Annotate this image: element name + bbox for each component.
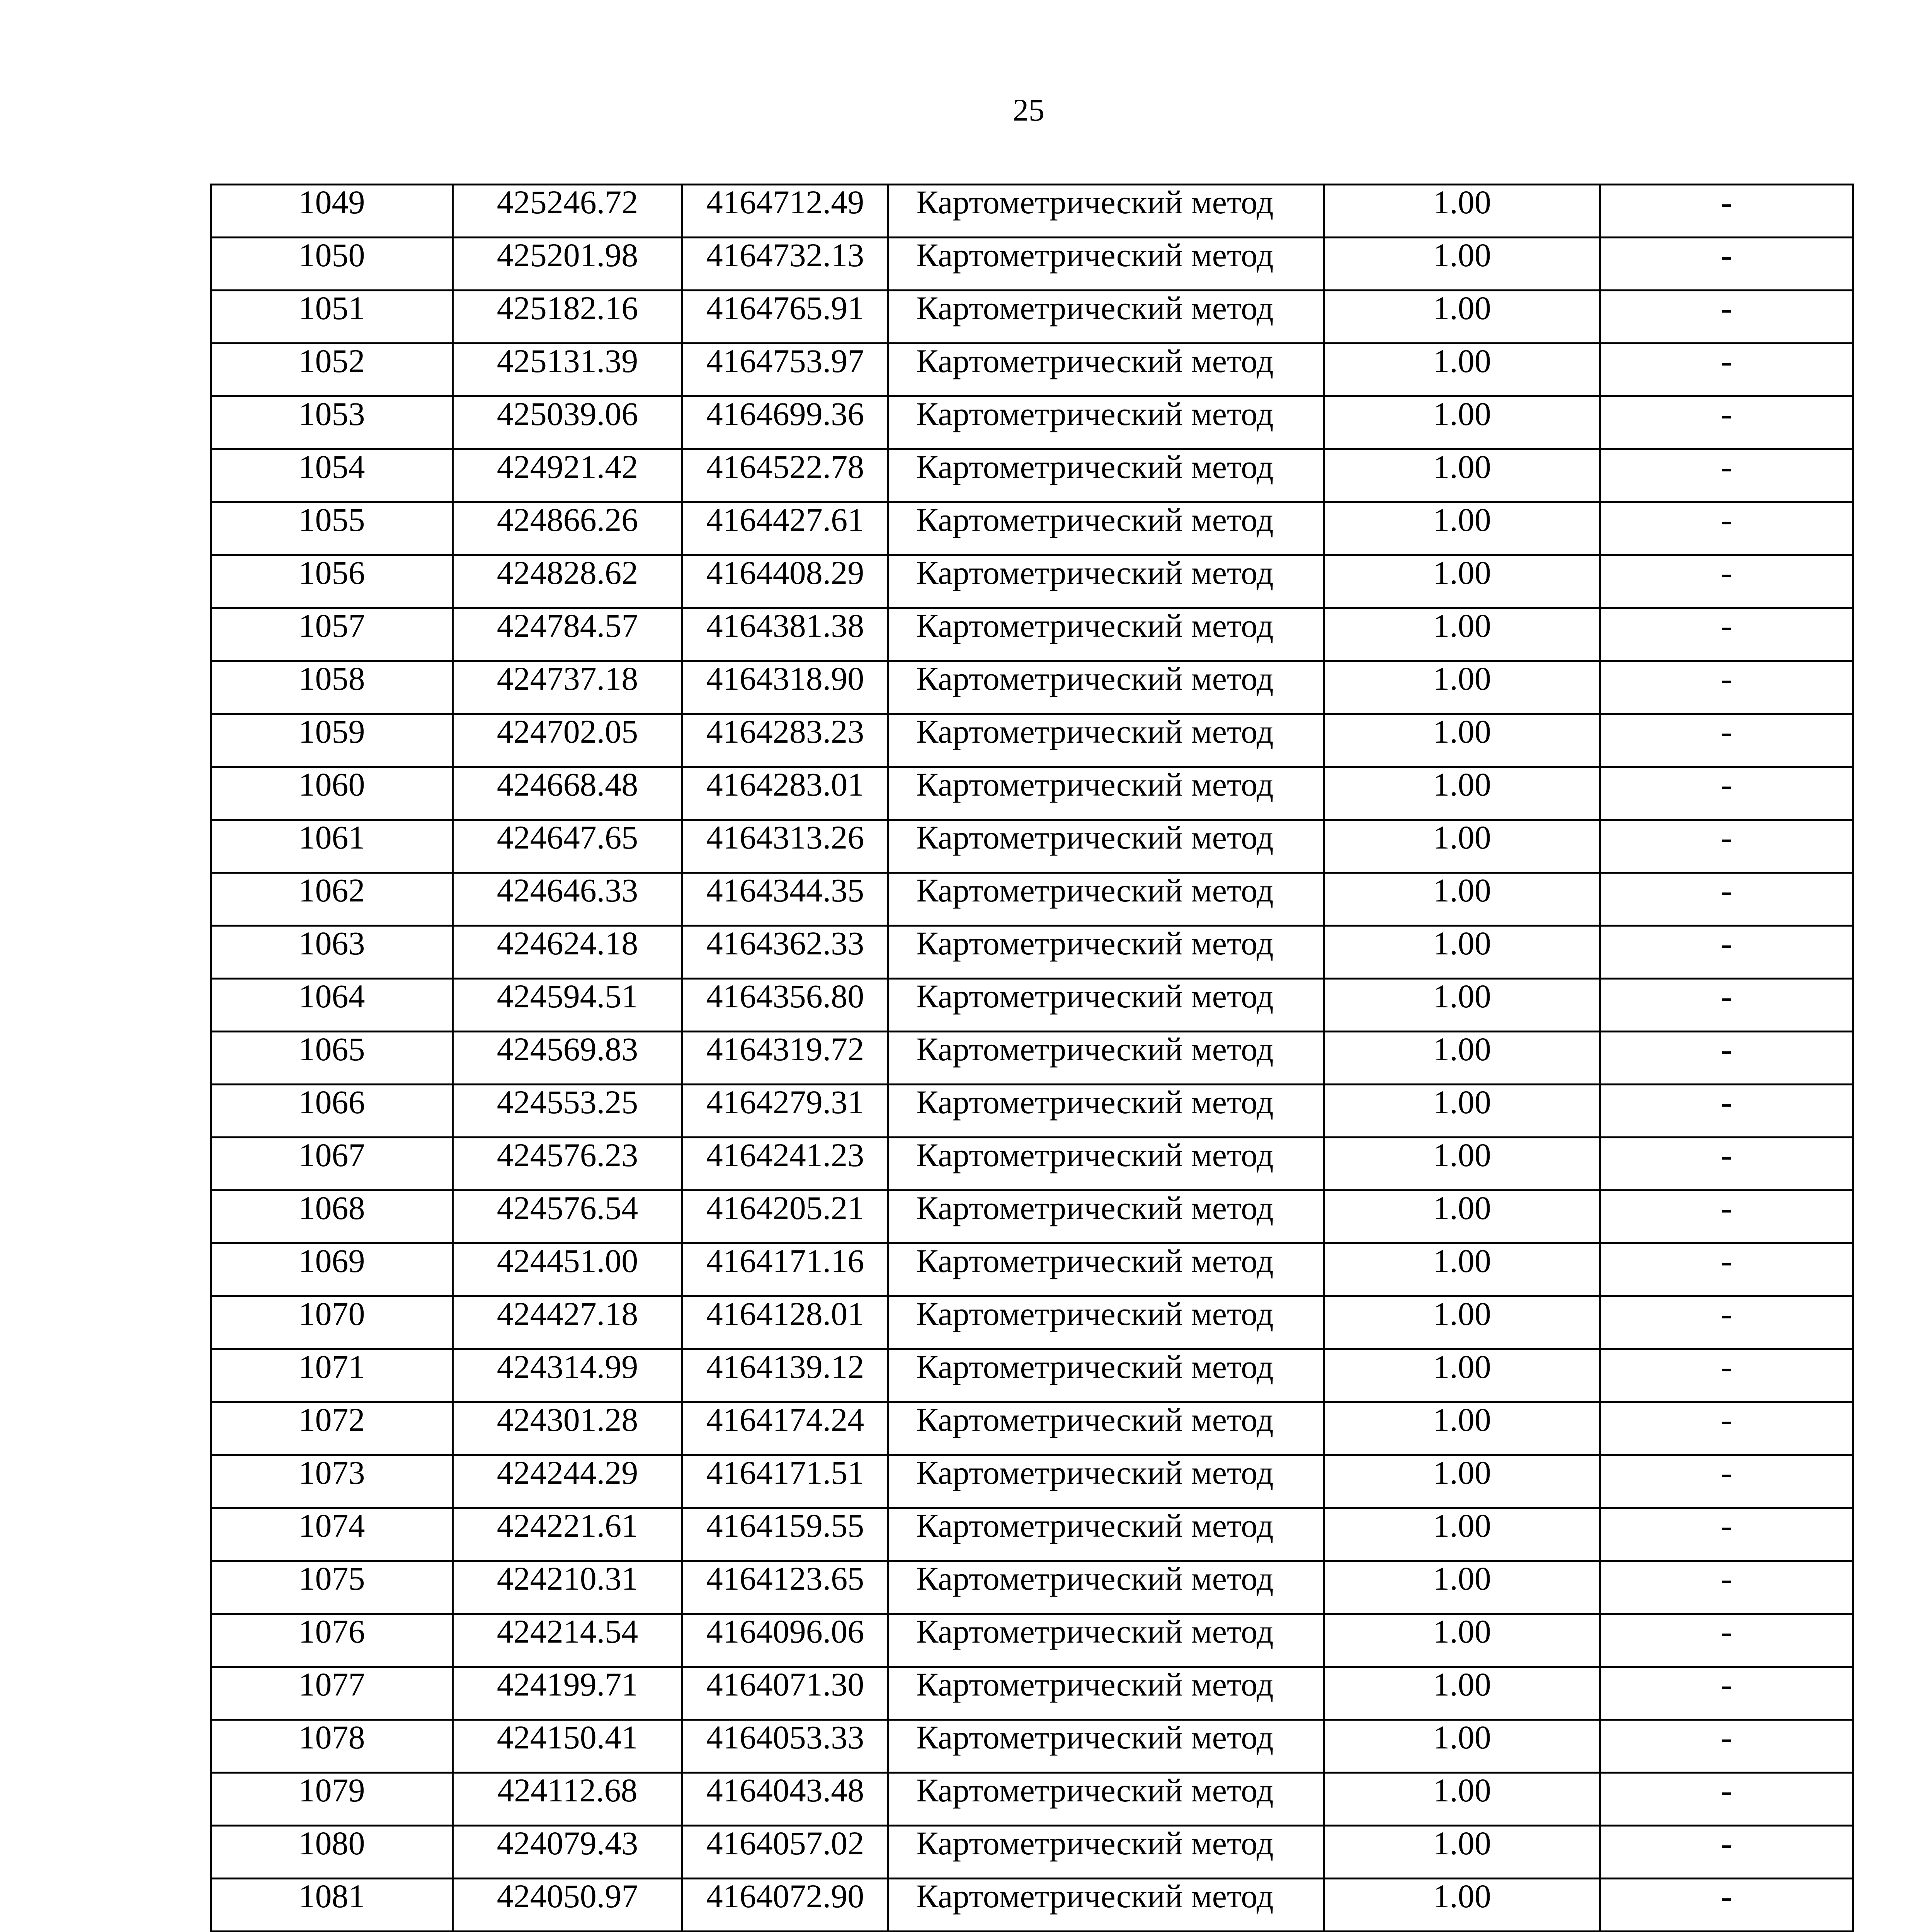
y-coordinate-cell: 4164344.35 <box>682 873 888 926</box>
method-cell: Картометрический метод <box>888 238 1324 291</box>
x-coordinate-cell: 424784.57 <box>453 608 682 661</box>
x-coordinate-cell: 424314.99 <box>453 1349 682 1402</box>
y-coordinate-cell: 4164171.51 <box>682 1455 888 1508</box>
coordinates-table-body <box>211 185 1853 1932</box>
accuracy-cell: 1.00 <box>1324 1296 1600 1349</box>
x-coordinate-cell: 425182.16 <box>453 291 682 344</box>
point-number-cell: 1057 <box>211 608 453 661</box>
table-row <box>211 1667 1853 1720</box>
accuracy-cell: 1.00 <box>1324 1508 1600 1561</box>
point-number-cell: 1068 <box>211 1190 453 1243</box>
accuracy-cell: 1.00 <box>1324 1190 1600 1243</box>
point-number-cell: 1064 <box>211 979 453 1032</box>
page-number: 25 <box>1013 92 1044 128</box>
point-number-cell: 1061 <box>211 820 453 873</box>
accuracy-cell: 1.00 <box>1324 1243 1600 1296</box>
x-coordinate-cell: 424427.18 <box>453 1296 682 1349</box>
point-number-cell: 1056 <box>211 555 453 608</box>
accuracy-cell: 1.00 <box>1324 502 1600 555</box>
y-coordinate-cell: 4164128.01 <box>682 1296 888 1349</box>
method-cell: Картометрический метод <box>888 1190 1324 1243</box>
y-coordinate-cell: 4164057.02 <box>682 1826 888 1879</box>
accuracy-cell: 1.00 <box>1324 238 1600 291</box>
point-number-cell: 1049 <box>211 185 453 238</box>
table-row <box>211 1455 1853 1508</box>
description-cell: - <box>1600 449 1853 502</box>
y-coordinate-cell: 4164319.72 <box>682 1032 888 1085</box>
x-coordinate-cell: 425246.72 <box>453 185 682 238</box>
y-coordinate-cell: 4164043.48 <box>682 1773 888 1826</box>
description-cell: - <box>1600 1402 1853 1455</box>
method-cell: Картометрический метод <box>888 1032 1324 1085</box>
description-cell: - <box>1600 820 1853 873</box>
x-coordinate-cell: 424553.25 <box>453 1085 682 1138</box>
point-number-cell: 1050 <box>211 238 453 291</box>
description-cell: - <box>1600 1720 1853 1773</box>
description-cell: - <box>1600 1455 1853 1508</box>
description-cell: - <box>1600 1561 1853 1614</box>
x-coordinate-cell: 424576.54 <box>453 1190 682 1243</box>
x-coordinate-cell: 424214.54 <box>453 1614 682 1667</box>
x-coordinate-cell: 424221.61 <box>453 1508 682 1561</box>
point-number-cell: 1077 <box>211 1667 453 1720</box>
description-cell: - <box>1600 873 1853 926</box>
point-number-cell: 1060 <box>211 767 453 820</box>
method-cell: Картометрический метод <box>888 344 1324 396</box>
accuracy-cell: 1.00 <box>1324 185 1600 238</box>
method-cell: Картометрический метод <box>888 1455 1324 1508</box>
y-coordinate-cell: 4164381.38 <box>682 608 888 661</box>
method-cell: Картометрический метод <box>888 979 1324 1032</box>
accuracy-cell: 1.00 <box>1324 1402 1600 1455</box>
accuracy-cell: 1.00 <box>1324 1773 1600 1826</box>
x-coordinate-cell: 424828.62 <box>453 555 682 608</box>
accuracy-cell: 1.00 <box>1324 344 1600 396</box>
point-number-cell: 1076 <box>211 1614 453 1667</box>
method-cell: Картометрический метод <box>888 449 1324 502</box>
description-cell: - <box>1600 1614 1853 1667</box>
point-number-cell: 1058 <box>211 661 453 714</box>
point-number-cell: 1052 <box>211 344 453 396</box>
method-cell: Картометрический метод <box>888 396 1324 449</box>
x-coordinate-cell: 424647.65 <box>453 820 682 873</box>
accuracy-cell: 1.00 <box>1324 767 1600 820</box>
accuracy-cell: 1.00 <box>1324 714 1600 767</box>
point-number-cell: 1065 <box>211 1032 453 1085</box>
table-row <box>211 1032 1853 1085</box>
point-number-cell: 1055 <box>211 502 453 555</box>
method-cell: Картометрический метод <box>888 608 1324 661</box>
x-coordinate-cell: 424199.71 <box>453 1667 682 1720</box>
table-row <box>211 1879 1853 1932</box>
method-cell: Картометрический метод <box>888 661 1324 714</box>
accuracy-cell: 1.00 <box>1324 396 1600 449</box>
description-cell: - <box>1600 1138 1853 1190</box>
description-cell: - <box>1600 926 1853 979</box>
point-number-cell: 1059 <box>211 714 453 767</box>
description-cell: - <box>1600 661 1853 714</box>
method-cell: Картометрический метод <box>888 1138 1324 1190</box>
y-coordinate-cell: 4164072.90 <box>682 1879 888 1932</box>
point-number-cell: 1067 <box>211 1138 453 1190</box>
accuracy-cell: 1.00 <box>1324 1720 1600 1773</box>
accuracy-cell: 1.00 <box>1324 873 1600 926</box>
x-coordinate-cell: 424737.18 <box>453 661 682 714</box>
point-number-cell: 1081 <box>211 1879 453 1932</box>
table-row <box>211 979 1853 1032</box>
x-coordinate-cell: 424921.42 <box>453 449 682 502</box>
method-cell: Картометрический метод <box>888 820 1324 873</box>
table-row <box>211 1190 1853 1243</box>
y-coordinate-cell: 4164313.26 <box>682 820 888 873</box>
y-coordinate-cell: 4164241.23 <box>682 1138 888 1190</box>
method-cell: Картометрический метод <box>888 1349 1324 1402</box>
description-cell: - <box>1600 608 1853 661</box>
x-coordinate-cell: 424594.51 <box>453 979 682 1032</box>
point-number-cell: 1078 <box>211 1720 453 1773</box>
method-cell: Картометрический метод <box>888 1614 1324 1667</box>
description-cell: - <box>1600 1243 1853 1296</box>
accuracy-cell: 1.00 <box>1324 820 1600 873</box>
description-cell: - <box>1600 1349 1853 1402</box>
table-row <box>211 1773 1853 1826</box>
y-coordinate-cell: 4164356.80 <box>682 979 888 1032</box>
x-coordinate-cell: 424244.29 <box>453 1455 682 1508</box>
y-coordinate-cell: 4164174.24 <box>682 1402 888 1455</box>
method-cell: Картометрический метод <box>888 502 1324 555</box>
method-cell: Картометрический метод <box>888 1561 1324 1614</box>
y-coordinate-cell: 4164283.23 <box>682 714 888 767</box>
x-coordinate-cell: 425131.39 <box>453 344 682 396</box>
table-row <box>211 238 1853 291</box>
table-row <box>211 185 1853 238</box>
accuracy-cell: 1.00 <box>1324 926 1600 979</box>
accuracy-cell: 1.00 <box>1324 1349 1600 1402</box>
method-cell: Картометрический метод <box>888 1826 1324 1879</box>
description-cell: - <box>1600 1085 1853 1138</box>
y-coordinate-cell: 4164159.55 <box>682 1508 888 1561</box>
table-row <box>211 1085 1853 1138</box>
accuracy-cell: 1.00 <box>1324 555 1600 608</box>
accuracy-cell: 1.00 <box>1324 1561 1600 1614</box>
point-number-cell: 1075 <box>211 1561 453 1614</box>
y-coordinate-cell: 4164205.21 <box>682 1190 888 1243</box>
accuracy-cell: 1.00 <box>1324 1138 1600 1190</box>
y-coordinate-cell: 4164753.97 <box>682 344 888 396</box>
point-number-cell: 1074 <box>211 1508 453 1561</box>
description-cell: - <box>1600 1296 1853 1349</box>
method-cell: Картометрический метод <box>888 767 1324 820</box>
x-coordinate-cell: 424866.26 <box>453 502 682 555</box>
y-coordinate-cell: 4164171.16 <box>682 1243 888 1296</box>
description-cell: - <box>1600 1879 1853 1932</box>
y-coordinate-cell: 4164123.65 <box>682 1561 888 1614</box>
point-number-cell: 1080 <box>211 1826 453 1879</box>
method-cell: Картометрический метод <box>888 291 1324 344</box>
x-coordinate-cell: 424301.28 <box>453 1402 682 1455</box>
description-cell: - <box>1600 396 1853 449</box>
method-cell: Картометрический метод <box>888 1296 1324 1349</box>
description-cell: - <box>1600 291 1853 344</box>
accuracy-cell: 1.00 <box>1324 449 1600 502</box>
description-cell: - <box>1600 502 1853 555</box>
x-coordinate-cell: 424668.48 <box>453 767 682 820</box>
point-number-cell: 1054 <box>211 449 453 502</box>
table-row <box>211 873 1853 926</box>
point-number-cell: 1051 <box>211 291 453 344</box>
method-cell: Картометрический метод <box>888 714 1324 767</box>
table-row <box>211 1614 1853 1667</box>
x-coordinate-cell: 424150.41 <box>453 1720 682 1773</box>
table-row <box>211 396 1853 449</box>
accuracy-cell: 1.00 <box>1324 979 1600 1032</box>
point-number-cell: 1071 <box>211 1349 453 1402</box>
x-coordinate-cell: 424624.18 <box>453 926 682 979</box>
method-cell: Картометрический метод <box>888 1085 1324 1138</box>
y-coordinate-cell: 4164765.91 <box>682 291 888 344</box>
table-row <box>211 1402 1853 1455</box>
y-coordinate-cell: 4164732.13 <box>682 238 888 291</box>
description-cell: - <box>1600 979 1853 1032</box>
x-coordinate-cell: 425039.06 <box>453 396 682 449</box>
y-coordinate-cell: 4164427.61 <box>682 502 888 555</box>
x-coordinate-cell: 424210.31 <box>453 1561 682 1614</box>
point-number-cell: 1073 <box>211 1455 453 1508</box>
y-coordinate-cell: 4164362.33 <box>682 926 888 979</box>
accuracy-cell: 1.00 <box>1324 1826 1600 1879</box>
method-cell: Картометрический метод <box>888 926 1324 979</box>
y-coordinate-cell: 4164408.29 <box>682 555 888 608</box>
point-number-cell: 1079 <box>211 1773 453 1826</box>
table-row <box>211 1296 1853 1349</box>
y-coordinate-cell: 4164283.01 <box>682 767 888 820</box>
accuracy-cell: 1.00 <box>1324 1455 1600 1508</box>
y-coordinate-cell: 4164053.33 <box>682 1720 888 1773</box>
table-row <box>211 926 1853 979</box>
x-coordinate-cell: 424112.68 <box>453 1773 682 1826</box>
method-cell: Картометрический метод <box>888 873 1324 926</box>
description-cell: - <box>1600 1667 1853 1720</box>
description-cell: - <box>1600 1773 1853 1826</box>
method-cell: Картометрический метод <box>888 1243 1324 1296</box>
table-row <box>211 1826 1853 1879</box>
description-cell: - <box>1600 344 1853 396</box>
description-cell: - <box>1600 714 1853 767</box>
table-row <box>211 449 1853 502</box>
table-row <box>211 291 1853 344</box>
method-cell: Картометрический метод <box>888 1720 1324 1773</box>
y-coordinate-cell: 4164699.36 <box>682 396 888 449</box>
y-coordinate-cell: 4164279.31 <box>682 1085 888 1138</box>
table-row <box>211 555 1853 608</box>
accuracy-cell: 1.00 <box>1324 1085 1600 1138</box>
table-row <box>211 608 1853 661</box>
x-coordinate-cell: 424702.05 <box>453 714 682 767</box>
y-coordinate-cell: 4164096.06 <box>682 1614 888 1667</box>
description-cell: - <box>1600 1508 1853 1561</box>
y-coordinate-cell: 4164522.78 <box>682 449 888 502</box>
table-row <box>211 1138 1853 1190</box>
description-cell: - <box>1600 1032 1853 1085</box>
x-coordinate-cell: 424576.23 <box>453 1138 682 1190</box>
point-number-cell: 1069 <box>211 1243 453 1296</box>
table-row <box>211 1720 1853 1773</box>
y-coordinate-cell: 4164318.90 <box>682 661 888 714</box>
table-row <box>211 714 1853 767</box>
method-cell: Картометрический метод <box>888 1667 1324 1720</box>
method-cell: Картометрический метод <box>888 1773 1324 1826</box>
y-coordinate-cell: 4164712.49 <box>682 185 888 238</box>
description-cell: - <box>1600 1190 1853 1243</box>
point-number-cell: 1066 <box>211 1085 453 1138</box>
description-cell: - <box>1600 238 1853 291</box>
x-coordinate-cell: 424050.97 <box>453 1879 682 1932</box>
accuracy-cell: 1.00 <box>1324 608 1600 661</box>
x-coordinate-cell: 424079.43 <box>453 1826 682 1879</box>
x-coordinate-cell: 424451.00 <box>453 1243 682 1296</box>
table-row <box>211 1508 1853 1561</box>
accuracy-cell: 1.00 <box>1324 291 1600 344</box>
description-cell: - <box>1600 555 1853 608</box>
accuracy-cell: 1.00 <box>1324 1032 1600 1085</box>
description-cell: - <box>1600 767 1853 820</box>
table-row <box>211 1561 1853 1614</box>
accuracy-cell: 1.00 <box>1324 1614 1600 1667</box>
table-row <box>211 661 1853 714</box>
table-row <box>211 820 1853 873</box>
table-row <box>211 1349 1853 1402</box>
x-coordinate-cell: 424646.33 <box>453 873 682 926</box>
accuracy-cell: 1.00 <box>1324 1667 1600 1720</box>
y-coordinate-cell: 4164139.12 <box>682 1349 888 1402</box>
point-number-cell: 1070 <box>211 1296 453 1349</box>
accuracy-cell: 1.00 <box>1324 661 1600 714</box>
table-row <box>211 1243 1853 1296</box>
method-cell: Картометрический метод <box>888 1402 1324 1455</box>
coordinates-table <box>210 184 1854 1932</box>
description-cell: - <box>1600 1826 1853 1879</box>
method-cell: Картометрический метод <box>888 1508 1324 1561</box>
y-coordinate-cell: 4164071.30 <box>682 1667 888 1720</box>
method-cell: Картометрический метод <box>888 1879 1324 1932</box>
x-coordinate-cell: 425201.98 <box>453 238 682 291</box>
point-number-cell: 1062 <box>211 873 453 926</box>
point-number-cell: 1063 <box>211 926 453 979</box>
table-row <box>211 344 1853 396</box>
method-cell: Картометрический метод <box>888 185 1324 238</box>
point-number-cell: 1053 <box>211 396 453 449</box>
description-cell: - <box>1600 185 1853 238</box>
x-coordinate-cell: 424569.83 <box>453 1032 682 1085</box>
table-row <box>211 502 1853 555</box>
table-row <box>211 767 1853 820</box>
method-cell: Картометрический метод <box>888 555 1324 608</box>
accuracy-cell: 1.00 <box>1324 1879 1600 1932</box>
point-number-cell: 1072 <box>211 1402 453 1455</box>
